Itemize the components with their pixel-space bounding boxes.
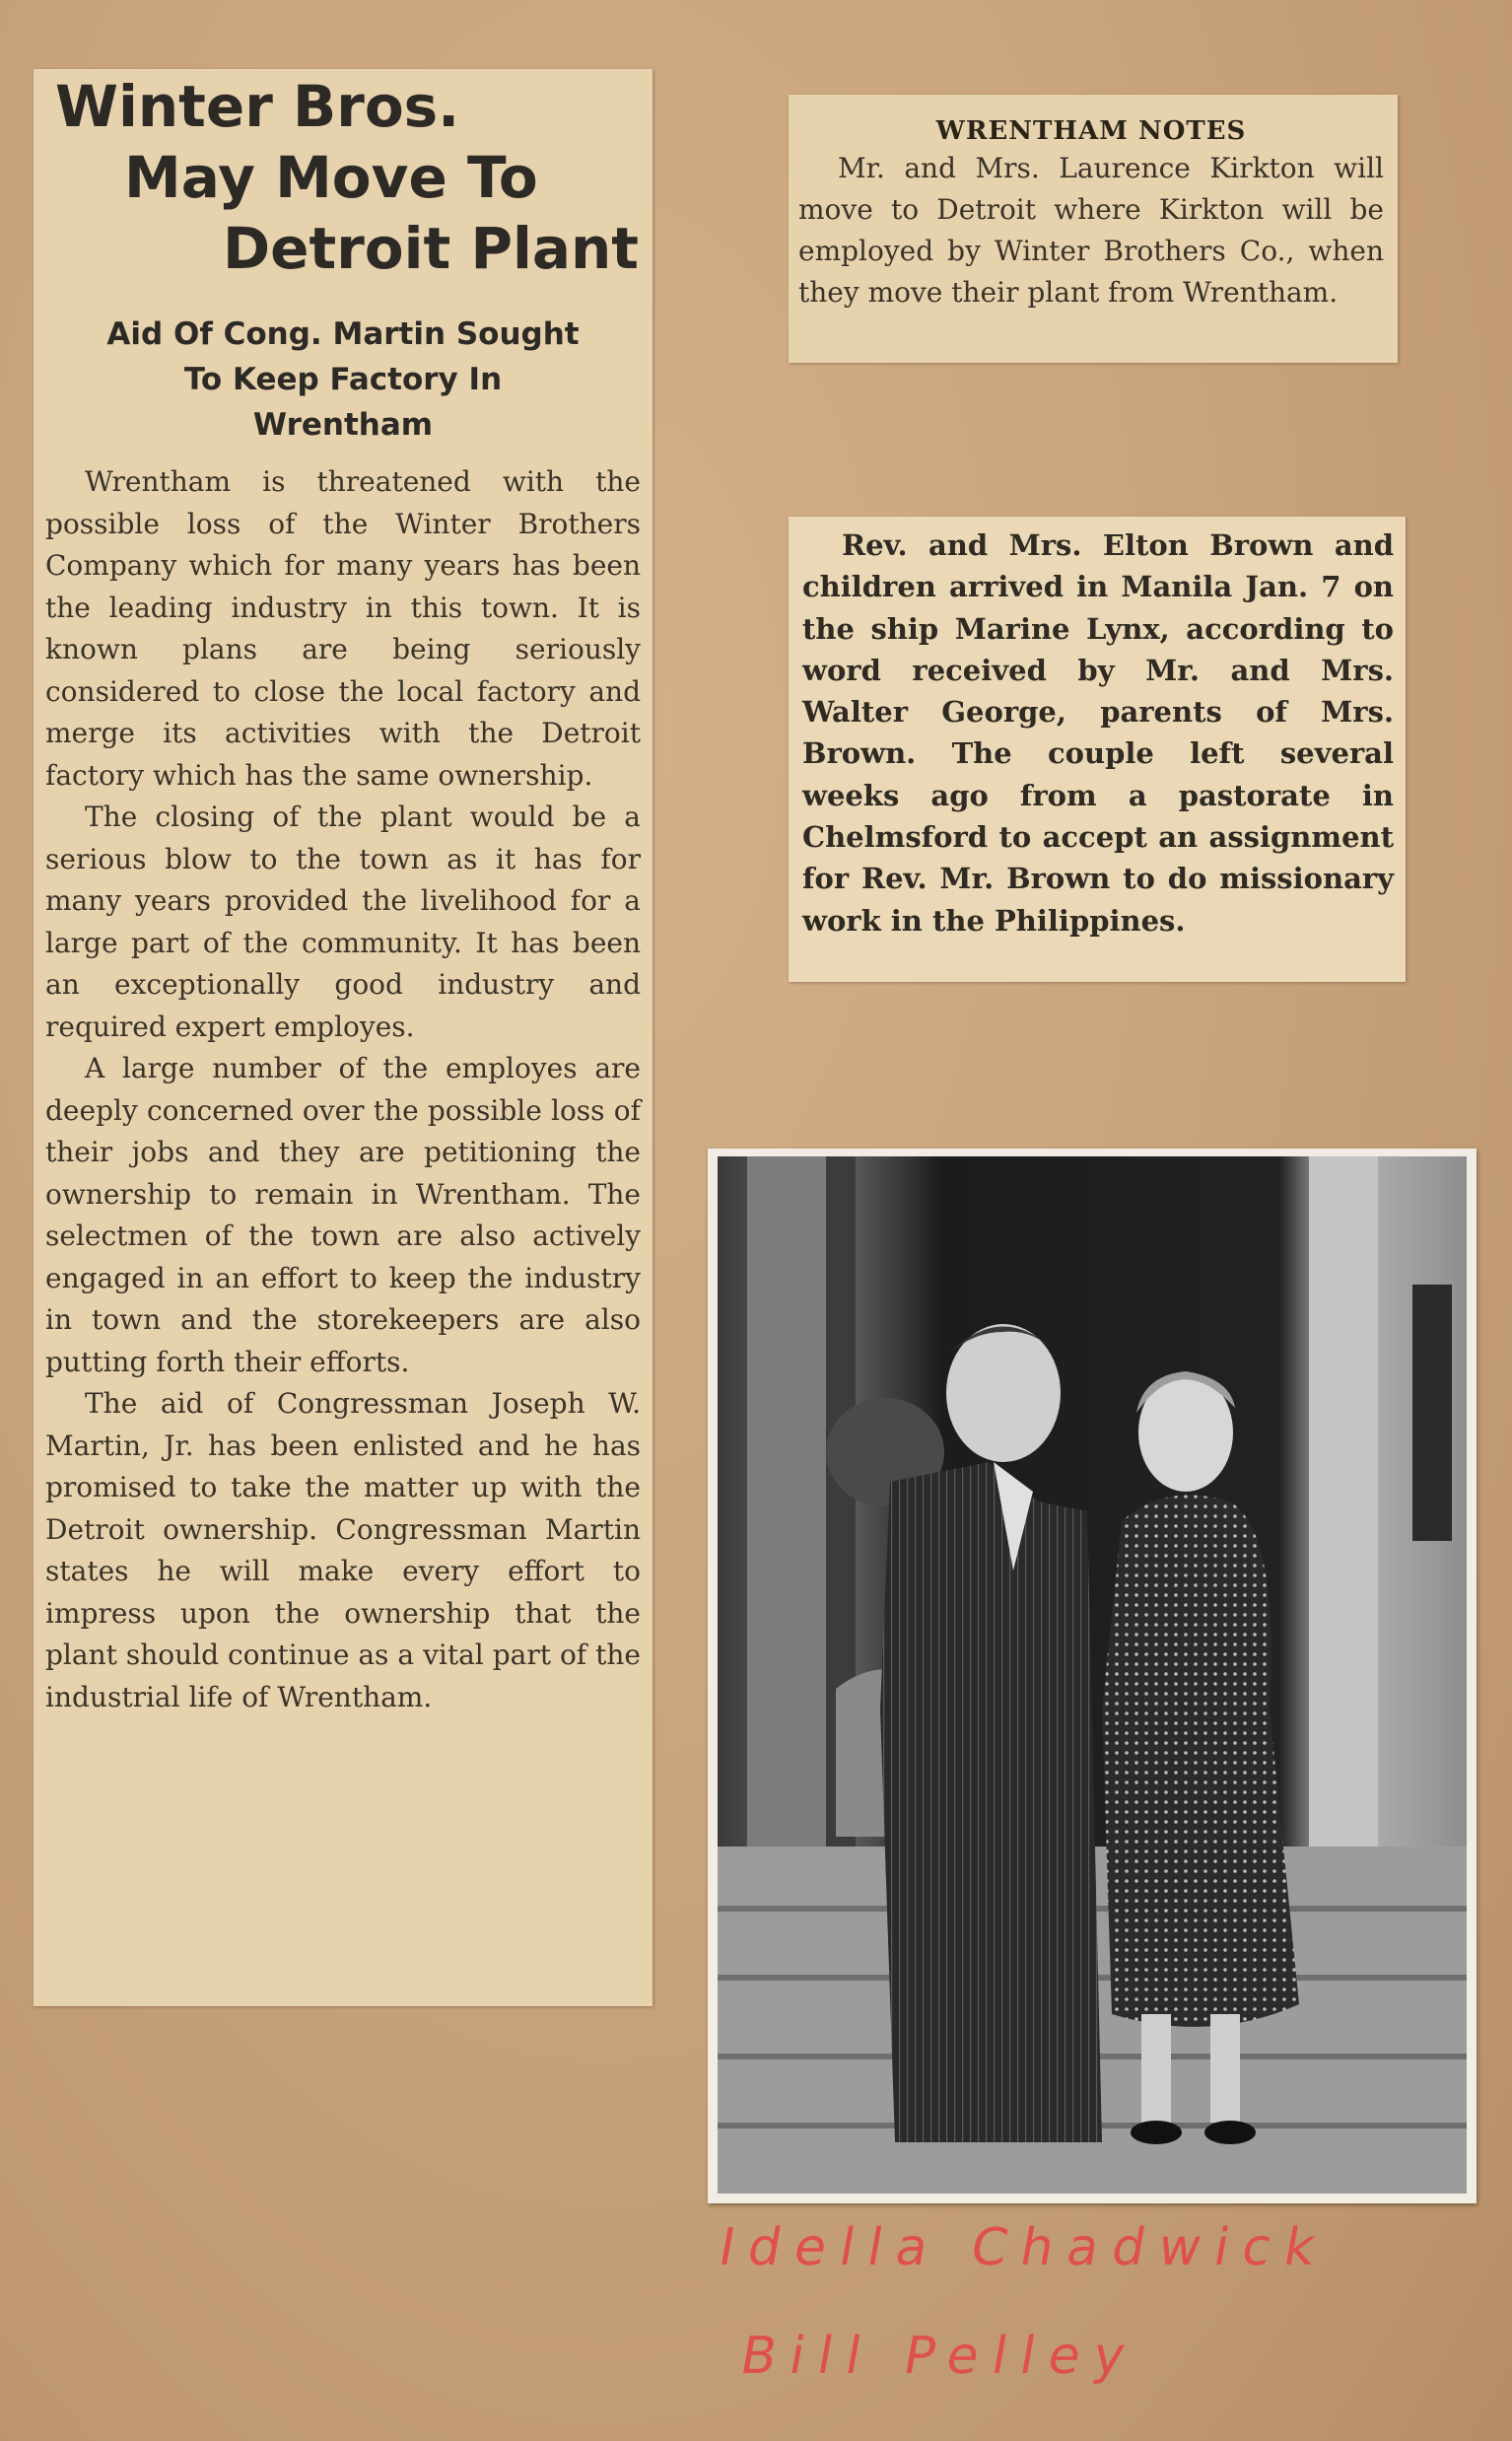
brown-body: Rev. and Mrs. Elton Brown and children arrived in Manila Jan. 7 on the ship Marine Lynx, according to word received by Mr. and Mrs. Walter George, parents of Mrs. Brown. The couple left several weeks ago from a pastorate in Chelmsford to accept an assignment for Rev. Mr. Brown to do missionary work in the Philippines. bbox=[802, 528, 1394, 938]
subhead bbox=[45, 312, 641, 448]
headline-line-1: Winter Bros. bbox=[55, 73, 460, 140]
headline-line-3: Detroit Plant bbox=[223, 215, 640, 282]
article-paragraph: Wrentham is threatened with the possible loss of the Winter Brothers Company which for many years has been the leading industry in this town. It is known plans are being seriously considered to close the local factory and merge its activities with the Detroit factory which has the same ownership. bbox=[45, 465, 641, 792]
couple-photograph bbox=[708, 1149, 1477, 2203]
man-suit bbox=[880, 1462, 1102, 2142]
article-clipping bbox=[34, 69, 653, 2006]
subhead-line-2: To Keep Factory In bbox=[183, 362, 503, 397]
photo-image bbox=[718, 1156, 1467, 2194]
headline-line-2: May Move To bbox=[124, 144, 538, 211]
article-paragraph: A large number of the employes are deeply concerned over the possible loss of their jobs and they are petitioning the ownership to remain in Wrentham. The selectmen of the town are also actively engaged in an effort to keep the industry in town and the storekeepers are also putting forth their efforts. bbox=[45, 1052, 641, 1378]
wrentham-notes-clipping bbox=[789, 95, 1398, 363]
subhead-line-3: Wrentham bbox=[252, 407, 434, 443]
article-paragraph: The aid of Congressman Joseph W. Martin, Jr. has been enlisted and he has promised to take the matter up with the Detroit ownership. Congressman Martin states he will make every effort to impress upon the ownership that the plant should continue as a vital part of the industrial life of Wrentham. bbox=[45, 1387, 641, 1713]
handwritten-caption-2: Bill Pelley bbox=[735, 2327, 1143, 2386]
notes-title: WRENTHAM NOTES bbox=[935, 116, 1247, 146]
notes-body: Mr. and Mrs. Laurence Kirkton will move to Detroit where Kirkton will be employed by Winter Brothers Co., when they move their plant from Wrentham. bbox=[798, 152, 1384, 309]
article-body bbox=[45, 461, 641, 1718]
subhead-line-1: Aid Of Cong. Martin Sought bbox=[106, 316, 580, 352]
handwritten-caption-1: Idella Chadwick bbox=[714, 2218, 1334, 2277]
brown-clipping bbox=[789, 517, 1406, 982]
article-paragraph: The closing of the plant would be a serious blow to the town as it has for many years provided the livelihood for a large part of the community. It has been an exceptionally good industry and required expert employes. bbox=[45, 801, 641, 1043]
man-face bbox=[946, 1324, 1061, 1462]
wall-sign bbox=[1412, 1285, 1452, 1541]
right-column bbox=[1309, 1156, 1378, 1876]
